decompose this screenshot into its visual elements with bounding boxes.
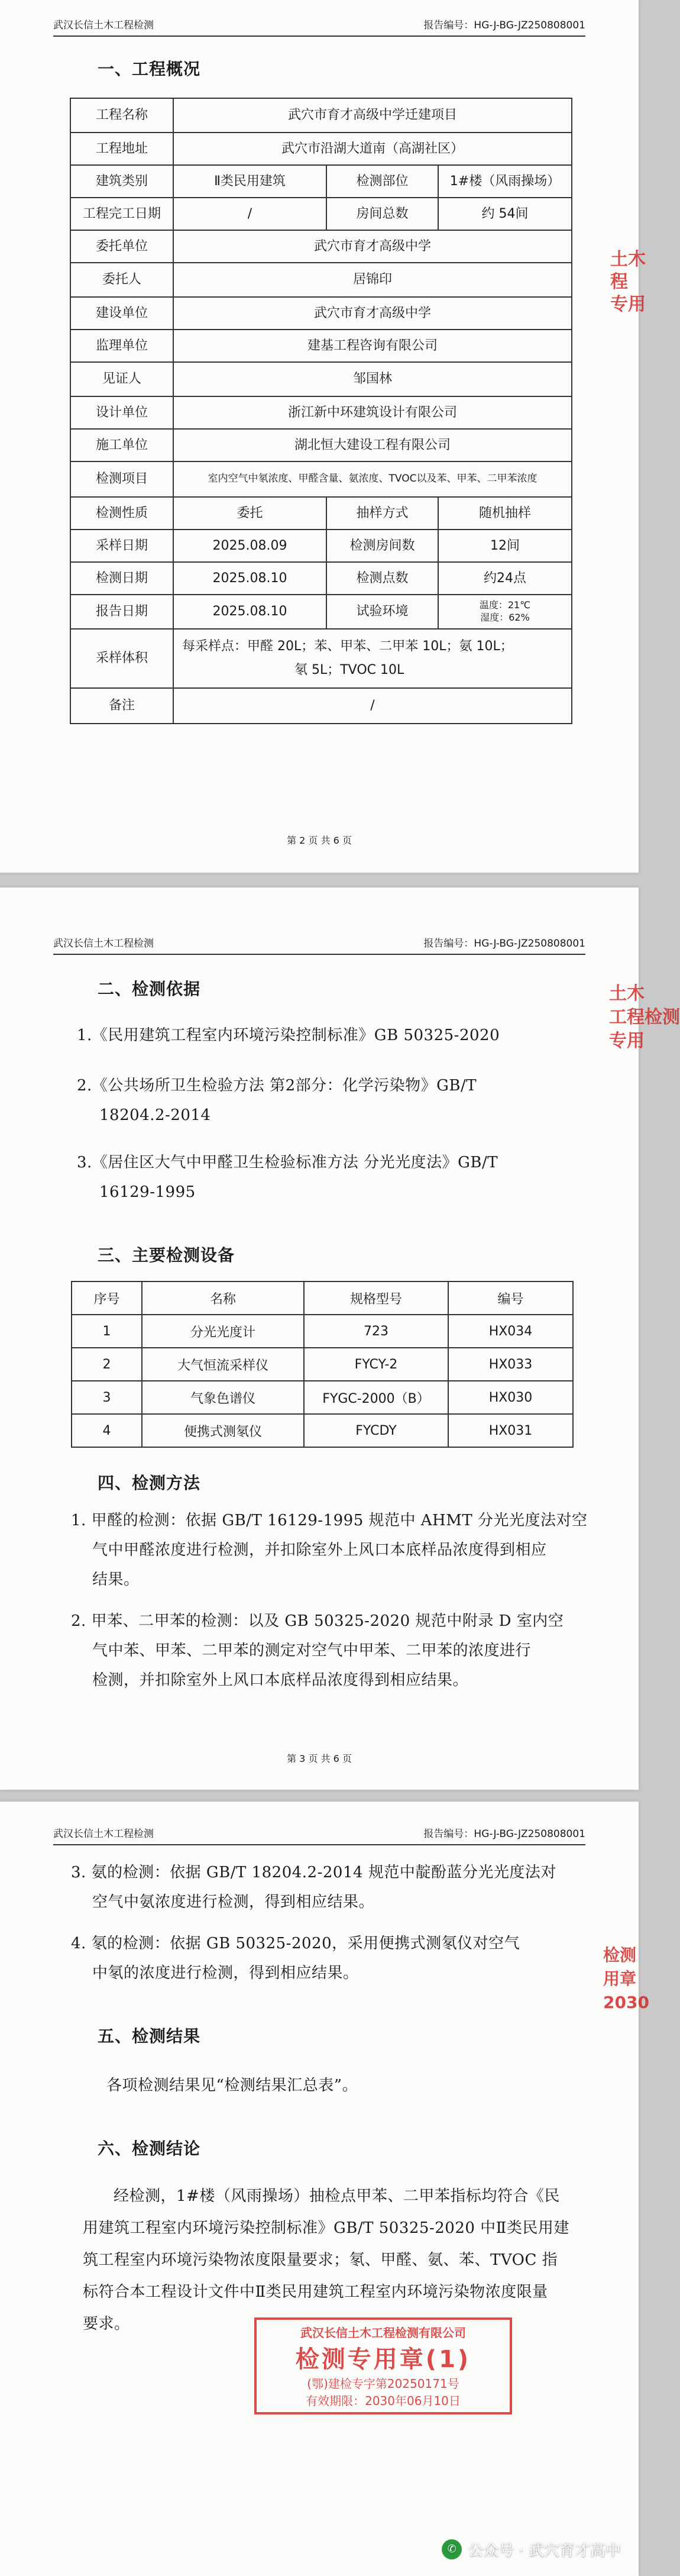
cell-label: 检测日期 xyxy=(70,562,173,595)
cell-value: 1#楼（风雨操场） xyxy=(438,165,572,198)
report-page-3 xyxy=(0,887,680,1790)
cell-label: 设计单位 xyxy=(70,396,173,429)
wechat-watermark xyxy=(442,2538,621,2560)
cell-value: 随机抽样 xyxy=(438,497,572,530)
cell-label: 抽样方式 xyxy=(326,497,438,530)
basis-line: 2.《公共场所卫生检验方法 第2部分：化学污染物》GB/T xyxy=(77,1077,477,1095)
cell-label: 建筑类别 xyxy=(70,165,173,198)
page-header xyxy=(53,17,585,37)
method-item xyxy=(71,1929,591,1988)
cell-value: 武穴市育才高级中学 xyxy=(173,297,572,330)
cell-value: 居锦印 xyxy=(173,263,572,297)
method-line: 结果。 xyxy=(92,1571,140,1589)
cell-value: Ⅱ类民用建筑 xyxy=(173,165,326,198)
cell-label: 检测项目 xyxy=(70,461,173,497)
cell-label: 采样日期 xyxy=(70,530,173,562)
cell-value: 2025.08.09 xyxy=(173,530,326,562)
report-number: 报告编号：HG-J-BG-JZ250808001 xyxy=(423,19,585,31)
report-page-2 xyxy=(0,0,646,873)
report-page-4 xyxy=(0,1802,649,2576)
col-header: 编号 xyxy=(448,1281,573,1315)
cell: 2 xyxy=(72,1348,142,1381)
cell: 大气恒流采样仪 xyxy=(142,1348,304,1381)
table-row xyxy=(72,1315,573,1348)
basis-item xyxy=(77,1148,585,1207)
results-text: 各项检测结果见“检测结果汇总表”。 xyxy=(106,2077,358,2094)
basis-line: 3.《居住区大气中甲醛卫生检验标准方法 分光光度法》GB/T xyxy=(77,1154,498,1171)
humid-value: 62% xyxy=(509,612,530,623)
side-stamp: 检测 用章 2030 xyxy=(603,1945,649,2012)
conclusion-line: 经检测，1#楼（风雨操场）抽检点甲苯、二甲苯指标均符合《民 xyxy=(114,2187,560,2205)
side-stamp: 土木 工程检测 专用 xyxy=(609,983,680,1051)
cell-value: 委托 xyxy=(173,497,326,530)
cell-label: 试验环境 xyxy=(326,595,438,629)
method-item xyxy=(71,1858,591,1917)
page-header xyxy=(53,1825,585,1845)
cell-value: 邹国林 xyxy=(173,362,572,396)
cell: HX030 xyxy=(448,1381,573,1414)
temp-value: 21℃ xyxy=(507,599,531,611)
inspection-seal xyxy=(254,2317,512,2414)
watermark-text: 公众号 · 武穴育才高中 xyxy=(468,2542,621,2559)
cell-label: 检测点数 xyxy=(326,562,438,595)
temp-label: 温度： xyxy=(479,599,508,611)
page-footer: 第 2 页 共 6 页 xyxy=(287,835,352,846)
cell: HX033 xyxy=(448,1348,573,1381)
cell: HX031 xyxy=(448,1414,573,1447)
cell-label: 建设单位 xyxy=(70,297,173,330)
cell: 723 xyxy=(304,1315,448,1348)
method-item xyxy=(71,1506,591,1594)
table-row xyxy=(72,1414,573,1447)
report-number: 报告编号：HG-J-BG-JZ250808001 xyxy=(423,937,585,950)
conclusion-line: 要求。 xyxy=(83,2315,130,2333)
section-title-basis: 二、检测依据 xyxy=(98,979,201,999)
conclusion-line: 筑工程室内环境污染物浓度限量要求；氡、甲醛、氨、苯、TVOC 指 xyxy=(83,2251,558,2269)
cell-value: 12间 xyxy=(438,530,572,562)
cell-label: 备注 xyxy=(70,688,173,724)
method-line: 气中甲醛浓度进行检测，并扣除室外上风口本底样品浓度得到相应 xyxy=(92,1541,547,1559)
cell-value: / xyxy=(173,688,572,724)
cell: FYCDY xyxy=(304,1414,448,1447)
cell-value: 2025.08.10 xyxy=(173,595,326,629)
seal-line: (鄂)建检专字第20250171号 xyxy=(307,2377,459,2391)
cell-value: 约24点 xyxy=(438,562,572,595)
seal-line: 检测专用章(1) xyxy=(295,2346,471,2373)
equipment-table xyxy=(71,1281,574,1448)
cell-value: 浙江新中环建筑设计有限公司 xyxy=(173,396,572,429)
page-header xyxy=(53,935,585,955)
cell-value: 湖北恒大建设工程有限公司 xyxy=(173,429,572,461)
method-line: 空气中氨浓度进行检测，得到相应结果。 xyxy=(92,1893,375,1911)
cell: 分光光度计 xyxy=(142,1315,304,1348)
section-title-results: 五、检测结果 xyxy=(98,2026,201,2046)
cell-value xyxy=(173,629,572,688)
section-title-method: 四、检测方法 xyxy=(98,1473,201,1493)
env-cell xyxy=(438,595,572,629)
volume-line-2: 氡 5L；TVOC 10L xyxy=(294,663,404,677)
cell-label: 工程名称 xyxy=(70,98,173,133)
humid-label: 湿度： xyxy=(480,612,509,623)
cell-value: 2025.08.10 xyxy=(173,562,326,595)
cell: FYGC-2000（B） xyxy=(304,1381,448,1414)
cell-label: 委托人 xyxy=(70,263,173,297)
col-header: 规格型号 xyxy=(304,1281,448,1315)
cell: 1 xyxy=(72,1315,142,1348)
cell: 气象色谱仪 xyxy=(142,1381,304,1414)
cell-label: 采样体积 xyxy=(70,629,173,688)
cell-label: 报告日期 xyxy=(70,595,173,629)
cell-value: 室内空气中氡浓度、甲醛含量、氨浓度、TVOC以及苯、甲苯、二甲苯浓度 xyxy=(173,461,572,497)
cell-label: 检测性质 xyxy=(70,497,173,530)
cell-label: 检测部位 xyxy=(326,165,438,198)
cell: 3 xyxy=(72,1381,142,1414)
method-line: 3. 氨的检测：依据 GB/T 18204.2-2014 规范中靛酚蓝分光光度法对 xyxy=(71,1864,556,1881)
seal-line: 有效期限：2030年06月10日 xyxy=(306,2394,461,2408)
basis-line: 18204.2-2014 xyxy=(99,1106,211,1124)
cell: FYCY-2 xyxy=(304,1348,448,1381)
method-line: 气中苯、甲苯、二甲苯的测定对空气中甲苯、二甲苯的浓度进行 xyxy=(92,1642,532,1660)
page-footer: 第 3 页 共 6 页 xyxy=(287,1753,352,1764)
cell-value: 武穴市育才高级中学 xyxy=(173,230,572,263)
cell-label: 工程地址 xyxy=(70,133,173,165)
cell-value: / xyxy=(173,198,326,230)
cell-label: 房间总数 xyxy=(326,198,438,230)
basis-line: 1.《民用建筑工程室内环境污染控制标准》GB 50325-2020 xyxy=(77,1026,500,1044)
cell: 4 xyxy=(72,1414,142,1447)
section-title-overview: 一、工程概况 xyxy=(98,59,201,79)
table-row xyxy=(72,1348,573,1381)
cell-label: 施工单位 xyxy=(70,429,173,461)
method-line: 1. 甲醛的检测：依据 GB/T 16129-1995 规范中 AHMT 分光光度法对空 xyxy=(71,1512,588,1529)
lab-name: 武汉长信土木工程检测 xyxy=(53,1828,154,1840)
lab-name: 武汉长信土木工程检测 xyxy=(53,937,154,950)
cell-value: 武穴市沿湖大道南（高湖社区） xyxy=(173,133,572,165)
cell: HX034 xyxy=(448,1315,573,1348)
report-number: 报告编号：HG-J-BG-JZ250808001 xyxy=(423,1828,585,1840)
method-line: 检测，并扣除室外上风口本底样品浓度得到相应结果。 xyxy=(92,1671,469,1689)
cell-value: 约 54间 xyxy=(438,198,572,230)
method-line: 2. 甲苯、二甲苯的检测：以及 GB 50325-2020 规范中附录 D 室内空 xyxy=(71,1612,564,1630)
volume-line-1: 每采样点：甲醛 20L；苯、甲苯、二甲苯 10L；氨 10L； xyxy=(182,639,513,654)
project-info-table xyxy=(70,98,572,724)
conclusion-line: 用建筑工程室内环境污染控制标准》GB/T 50325-2020 中Ⅱ类民用建 xyxy=(83,2219,569,2237)
section-title-conclusion: 六、检测结论 xyxy=(98,2139,201,2158)
conclusion-line: 标符合本工程设计文件中Ⅱ类民用建筑工程室内环境污染物浓度限量 xyxy=(83,2283,548,2301)
method-line: 中氡的浓度进行检测，得到相应结果。 xyxy=(92,1964,359,1982)
table-row xyxy=(72,1381,573,1414)
cell-value: 建基工程咨询有限公司 xyxy=(173,330,572,362)
method-line: 4. 氡的检测：依据 GB 50325-2020，采用便携式测氡仪对空气 xyxy=(71,1935,520,1952)
cell: 便携式测氡仪 xyxy=(142,1414,304,1447)
cell-label: 监理单位 xyxy=(70,330,173,362)
method-item xyxy=(71,1606,591,1695)
side-stamp: 土木 程 专用 xyxy=(610,249,646,315)
seal-line: 武汉长信土木工程检测有限公司 xyxy=(300,2326,466,2340)
basis-line: 16129-1995 xyxy=(99,1183,196,1201)
conclusion-text xyxy=(83,2180,603,2340)
cell-label: 见证人 xyxy=(70,362,173,396)
cell-label: 委托单位 xyxy=(70,230,173,263)
basis-item xyxy=(77,1071,585,1130)
cell-label: 工程完工日期 xyxy=(70,198,173,230)
cell-label: 检测房间数 xyxy=(326,530,438,562)
lab-name: 武汉长信土木工程检测 xyxy=(53,19,154,31)
section-title-equipment: 三、主要检测设备 xyxy=(98,1245,235,1265)
wechat-icon: ✆ xyxy=(442,2539,462,2559)
cell-value: 武穴市育才高级中学迁建项目 xyxy=(173,98,572,133)
basis-item xyxy=(77,1021,585,1050)
col-header: 序号 xyxy=(72,1281,142,1315)
col-header: 名称 xyxy=(142,1281,304,1315)
